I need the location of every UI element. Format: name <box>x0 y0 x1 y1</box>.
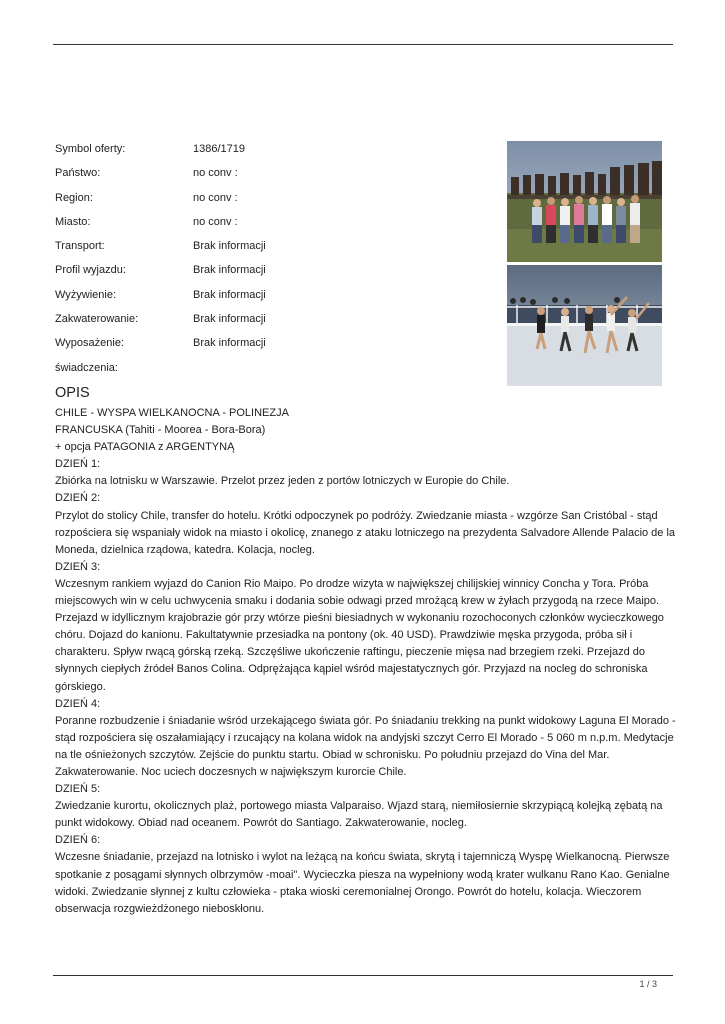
info-label: Transport: <box>55 240 105 253</box>
day-heading: DZIEŃ 4: <box>55 697 101 710</box>
info-label: Profil wyjazdu: <box>55 264 126 277</box>
info-row-transport <box>55 237 475 261</box>
header-rule <box>53 44 673 45</box>
day-description: Zwiedzanie kurortu, okolicznych plaż, portowego miasta Valparaiso. Wjazd starą, niemiłosiernie skrzypiącą kolejką zębatą na punkt widokowy. Obiad nad oceanem. Powrót do Santiago. Zakwaterowanie, nocleg. <box>55 800 663 830</box>
info-label: Miasto: <box>55 215 91 228</box>
moai-group-photo <box>507 141 662 262</box>
info-label: świadczenia: <box>55 361 118 374</box>
ship-deck-group-photo <box>507 265 662 386</box>
offer-info-table <box>55 140 475 383</box>
info-value: Brak informacji <box>193 337 266 350</box>
info-value: Brak informacji <box>193 264 266 277</box>
info-value: Brak informacji <box>193 313 266 326</box>
day-heading: DZIEŃ 2: <box>55 492 101 505</box>
info-row-meals <box>55 286 475 310</box>
day-heading: DZIEŃ 1: <box>55 458 101 471</box>
day-heading: DZIEŃ 5: <box>55 783 101 796</box>
section-title-opis: OPIS <box>55 385 90 401</box>
info-value: Brak informacji <box>193 240 266 253</box>
info-label: Zakwaterowanie: <box>55 313 139 326</box>
day-heading: DZIEŃ 6: <box>55 834 101 847</box>
info-value: no conv : <box>193 215 238 228</box>
info-value: no conv : <box>193 191 238 204</box>
info-label: Wyżywienie: <box>55 288 117 301</box>
day-description: Wczesne śniadanie, przejazd na lotnisko i wylot na leżącą na końcu świata, skrytą i tajemniczą Wyspę Wielkanocną. Pierwsze spotkanie z posągami słynnych olbrzymów -moai". Wycieczka piesza na wypełniony wodą krater wulkanu Rano Kao. Genialne widoki. Zwiedzanie słynnej z kultu człowieka - ptaka wioski ceremonialnej Orongo. Powrót do hotelu, kolacja. Wieczorem obserwacja rozgwieżdżonego nieboskłonu. <box>55 851 670 915</box>
footer-rule <box>53 975 673 976</box>
trip-option-line: + opcja PATAGONIA z ARGENTYNĄ <box>55 441 235 454</box>
day-description: Zbiórka na lotnisku w Warszawie. Przelot przez jeden z portów lotniczych w Europie do Chile. <box>55 475 510 488</box>
info-value: 1386/1719 <box>193 143 245 155</box>
info-row-services <box>55 359 475 383</box>
day-description: Przylot do stolicy Chile, transfer do hotelu. Krótki odpoczynek po podróży. Zwiedzanie miasta - wzgórze San Cristóbal - stąd rozpościera się wspaniały widok na miasto i okolicę, znanego z ataku lotniczego na prezydenta Salvadore Allende Palacio de la Moneda, dzielnica rządowa, katedra. Kolacja, nocleg. <box>55 509 676 556</box>
info-value: no conv : <box>193 167 238 180</box>
info-row-city <box>55 213 475 237</box>
info-label: Symbol oferty: <box>55 143 126 155</box>
info-row-trip-profile <box>55 261 475 285</box>
info-row-country <box>55 164 475 188</box>
day-description: Wczesnym rankiem wyjazd do Canion Rio Maipo. Po drodze wizyta w największej chilijskiej winnicy Concha y Tora. Próba miejscowych win w celu uchwycenia smaku i dodania sobie odwagi przed mrożącą krew w żyłach przygodą na rzece Maipo. Przejazd w idyllicznym krajobrazie gór przy wtórze pieśni biesiadnych w wykonaniu rozochoconych członków wycieczkowego chóru. Dojazd do kanionu. Fakultatywnie przesiadka na pontony (ok. 40 USD). Prawdziwie męska przygoda, próba sił i charakteru. Spływ rwącą górską rzeką. Szczęśliwe ukończenie raftingu, pieczenie mięsa nad brzegiem rzeki. Przejazd do słynnych ciepłych źródeł Banos Colina. Odprężająca kąpiel wśród majestatycznych gór. Przyjazd na nocleg do schroniska górskiego. <box>55 577 664 693</box>
day-description: Poranne rozbudzenie i śniadanie wśród urzekającego świata gór. Po śniadaniu trekking na punkt widokowy Laguna El Morado - stąd rozpościera się oszałamiający i rzucający na kolana widok na andyjski szczyt Cerro El Morado - 5 060 m n.p.m. Medytacje na tle ośnieżonych szczytów. Zejście do punktu startu. Obiad w schronisku. Po południu przejazd do Vina del Mar. Zakwaterowanie. Noc uciech doczesnych w największym kurorcie Chile. <box>55 714 676 778</box>
day-heading: DZIEŃ 3: <box>55 560 101 573</box>
info-row-region <box>55 189 475 213</box>
trip-title-line: CHILE - WYSPA WIELKANOCNA - POLINEZJA <box>55 407 289 419</box>
info-row-accommodation <box>55 310 475 334</box>
info-row-symbol <box>55 140 475 164</box>
info-row-equipment <box>55 334 475 358</box>
description-body <box>55 405 677 918</box>
trip-title-line: FRANCUSKA (Tahiti - Moorea - Bora-Bora) <box>55 424 266 437</box>
info-value: Brak informacji <box>193 288 266 301</box>
info-label: Państwo: <box>55 167 101 180</box>
page-number: 1 / 3 <box>639 979 657 989</box>
info-label: Wyposażenie: <box>55 337 124 350</box>
info-label: Region: <box>55 191 93 204</box>
